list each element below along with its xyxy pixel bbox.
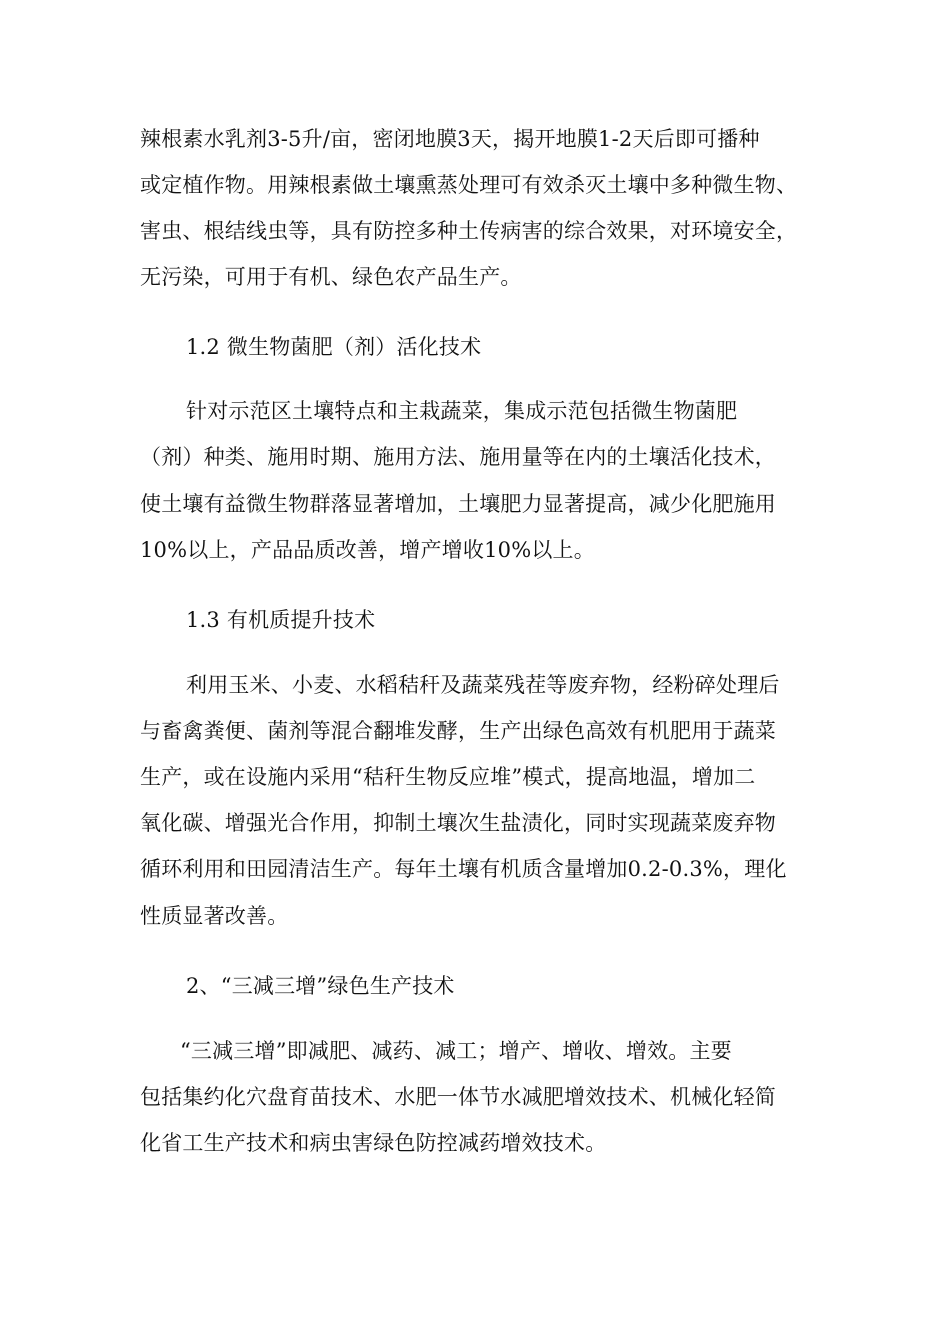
paragraph-line: 10%以上，产品品质改善，增产增收10%以上。 — [140, 538, 595, 562]
paragraph-line: 使土壤有益微生物群落显著增加，土壤肥力显著提高，减少化肥施用 — [140, 492, 776, 516]
paragraph-line: 性质显著改善。 — [140, 904, 289, 928]
paragraph-line: 利用玉米、小麦、水稻秸秆及蔬菜残茬等废弃物，经粉碎处理后 — [186, 673, 780, 697]
paragraph-line: 无污染，可用于有机、绿色农产品生产。 — [140, 265, 522, 289]
paragraph-line: 循环利用和田园清洁生产。每年土壤有机质含量增加0.2-0.3%，理化 — [140, 857, 787, 881]
paragraph-line: 针对示范区土壤特点和主栽蔬菜，集成示范包括微生物菌肥 — [186, 399, 738, 423]
paragraph-line: 氧化碳、增强光合作用，抑制土壤次生盐渍化，同时实现蔬菜废弃物 — [140, 811, 776, 835]
paragraph-line: 化省工生产技术和病虫害绿色防控减药增效技术。 — [140, 1131, 607, 1155]
paragraph-line: 害虫、根结线虫等，具有防控多种土传病害的综合效果，对环境安全， — [140, 219, 798, 243]
paragraph-line: 与畜禽粪便、菌剂等混合翻堆发酵，生产出绿色高效有机肥用于蔬菜 — [140, 719, 776, 743]
section-heading: 2、“三减三增”绿色生产技术 — [186, 974, 455, 998]
section-heading: 1.2 微生物菌肥（剂）活化技术 — [186, 335, 482, 359]
section-heading: 1.3 有机质提升技术 — [186, 608, 376, 632]
paragraph-line: 生产，或在设施内采用“秸秆生物反应堆”模式，提高地温，增加二 — [140, 765, 756, 789]
paragraph-line: （剂）种类、施用时期、施用方法、施用量等在内的土壤活化技术， — [140, 445, 776, 469]
paragraph-line: 辣根素水乳剂3-5升/亩，密闭地膜3天，揭开地膜1-2天后即可播种 — [140, 127, 760, 151]
paragraph-line: 或定植作物。用辣根素做土壤熏蒸处理可有效杀灭土壤中多种微生物、 — [140, 173, 798, 197]
paragraph-line: 包括集约化穴盘育苗技术、水肥一体节水减肥增效技术、机械化轻简 — [140, 1085, 776, 1109]
paragraph-line: “三减三增”即减肥、减药、减工；增产、增收、增效。主要 — [180, 1039, 732, 1063]
